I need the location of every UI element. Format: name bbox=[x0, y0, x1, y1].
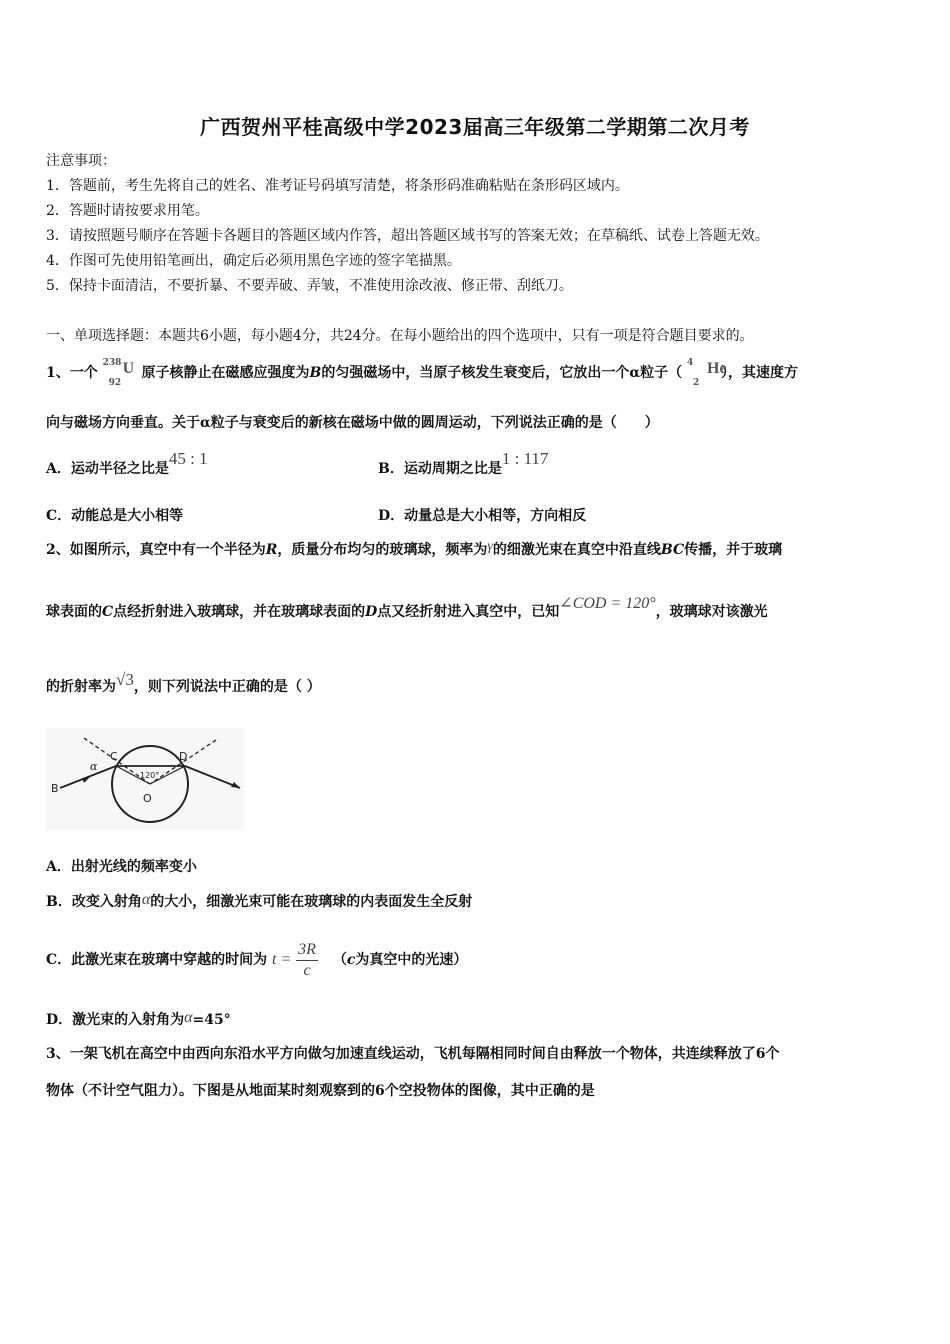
q1-var-b: B bbox=[309, 365, 322, 381]
helium-nuclide bbox=[687, 358, 727, 388]
q1-option-a-text: A．运动半径之比是 bbox=[46, 461, 169, 477]
q2-var-r: R bbox=[265, 542, 278, 558]
fig-label-alpha: α bbox=[90, 760, 98, 773]
q2-option-c-text-1: C．此激光束在玻璃中穿越的时间为 bbox=[46, 952, 268, 968]
u-symbol: U bbox=[122, 360, 135, 377]
q2-option-b-text-1: B．改变入射角 bbox=[46, 894, 142, 910]
q2-text-b1: 球表面的 bbox=[46, 604, 102, 620]
he-mass-number: 4 bbox=[687, 358, 694, 368]
notice-item-5: 5．保持卡面清洁，不要折暴、不要弄破、弄皱，不准使用涂改液、修正带、刮纸刀。 bbox=[46, 278, 573, 294]
q2-option-c-denominator: c bbox=[303, 961, 311, 979]
q2-var-c: C bbox=[102, 604, 114, 620]
u-mass-number: 238 bbox=[102, 358, 122, 368]
q1-option-c: C．动能总是大小相等 bbox=[46, 508, 184, 524]
q1-text-2: 原子核静止在磁感应强度为 bbox=[141, 365, 310, 381]
q2-var-d: D bbox=[365, 604, 378, 620]
q1-text-1: 1、一个 bbox=[46, 365, 98, 381]
he-charge-number: 2 bbox=[693, 378, 700, 388]
q1-line-1 bbox=[46, 358, 798, 388]
fig-label-d: D bbox=[179, 750, 188, 763]
notice-item-1: 1．答题前，考生先将自己的姓名、准考证号码填写清楚，将条形码准确粘贴在条形码区域内。 bbox=[46, 178, 629, 194]
q1-option-b-text: B．运动周期之比是 bbox=[378, 461, 502, 477]
u-charge-number: 92 bbox=[108, 378, 122, 388]
q1-line-2: 向与磁场方向垂直。关于α粒子与衰变后的新核在磁场中做的圆周运动，下列说法正确的是（ ） bbox=[46, 415, 659, 431]
he-symbol: He bbox=[707, 360, 727, 377]
q1-text-5: ），其速度方 bbox=[721, 365, 798, 381]
q2-text-a2: ，质量分布均匀的玻璃球，频率为 bbox=[277, 542, 488, 558]
q1-option-a bbox=[46, 449, 208, 479]
q2-text-a4: 传播，并于玻璃 bbox=[684, 542, 783, 558]
fig-label-b: B bbox=[51, 782, 59, 795]
q2-text-a1: 2、如图所示，真空中有一个半径为 bbox=[46, 542, 266, 558]
glass-sphere-diagram bbox=[46, 728, 244, 830]
notice-item-3: 3．请按照题号顺序在答题卡各题目的答题区域内作答，超出答题区域书写的答案无效；在草稿纸、试卷上答题无效。 bbox=[46, 228, 769, 244]
notice-item-4: 4．作图可先使用铅笔画出，确定后必须用黑色字迹的签字笔描黑。 bbox=[46, 253, 461, 269]
q2-line-2 bbox=[46, 595, 768, 622]
q2-option-c-var-c: c bbox=[346, 952, 356, 968]
q2-line-1 bbox=[46, 540, 782, 561]
q1-option-d: D．动量总是大小相等，方向相反 bbox=[378, 508, 587, 524]
q2-option-c-t: t = bbox=[272, 951, 292, 968]
q1-text-3: 的匀强磁场中，当原子核发生衰变后，它放出一个 bbox=[321, 365, 630, 381]
q1-option-b-math: 1 : 117 bbox=[501, 449, 549, 468]
q2-option-d-alpha: α bbox=[184, 1009, 193, 1026]
uranium-nuclide bbox=[102, 358, 137, 388]
q3-line-1: 3、一架飞机在高空中由西向东沿水平方向做匀加速直线运动，飞机每隔相同时间自由释放一个物体，共连续释放了6个 bbox=[46, 1046, 780, 1062]
q1-text-4: 粒子（ bbox=[640, 365, 683, 381]
q2-text-a3: 的细激光束在真空中沿直线 bbox=[492, 542, 661, 558]
q2-option-b bbox=[46, 892, 472, 912]
q2-angle-cod: ∠COD = 120° bbox=[559, 595, 656, 612]
section-heading: 一、单项选择题：本题共6小题，每小题4分，共24分。在每小题给出的四个选项中，只有一项是符合题目要求的。 bbox=[46, 328, 754, 344]
q2-line-3 bbox=[46, 670, 321, 697]
page-title: 广西贺州平桂高级中学2023届高三年级第二学期第二次月考 bbox=[200, 115, 750, 139]
q2-option-b-text-2: 的大小，细激光束可能在玻璃球的内表面发生全反射 bbox=[150, 894, 473, 910]
q2-text-b4: ，玻璃球对该激光 bbox=[655, 604, 768, 620]
q3-line-2: 物体（不计空气阻力）。下图是从地面某时刻观察到的6个空投物体的图像，其中正确的是 bbox=[46, 1083, 595, 1099]
q2-text-b2: 点经折射进入玻璃球，并在玻璃球表面的 bbox=[113, 604, 366, 620]
q2-option-d-text-1: D．激光束的入射角为 bbox=[46, 1012, 185, 1028]
fig-label-c: C bbox=[110, 750, 118, 763]
q2-option-c-fraction bbox=[296, 940, 318, 981]
q2-option-b-alpha: α bbox=[141, 891, 151, 908]
fig-label-o: O bbox=[143, 792, 152, 805]
q2-option-d bbox=[46, 1010, 231, 1030]
q1-option-b bbox=[378, 449, 549, 479]
q1-alpha: α bbox=[629, 365, 641, 381]
q1-option-a-math: 45 : 1 bbox=[168, 449, 208, 468]
q2-text-c1: 的折射率为 bbox=[46, 679, 116, 695]
q2-frequency-symbol: γ bbox=[487, 539, 493, 554]
notice-item-2: 2．答题时请按要求用笔。 bbox=[46, 203, 209, 219]
q2-option-c-numerator: 3R bbox=[296, 940, 318, 961]
q2-refractive-index: √3 bbox=[116, 670, 134, 689]
notice-heading: 注意事项： bbox=[46, 153, 116, 169]
q2-option-c-text-2: （ bbox=[332, 952, 347, 968]
q2-option-c-text-3: 为真空中的光速） bbox=[355, 952, 468, 968]
q2-var-bc: BC bbox=[660, 542, 685, 558]
q2-option-c bbox=[46, 938, 467, 982]
q2-text-b3: 点又经折射进入真空中，已知 bbox=[377, 604, 560, 620]
fig-label-angle: 120° bbox=[140, 771, 160, 780]
q2-option-a: A．出射光线的频率变小 bbox=[46, 859, 197, 875]
q2-option-d-text-2: =45° bbox=[192, 1012, 231, 1028]
q2-text-c2: ，则下列说法中正确的是（ ） bbox=[133, 679, 321, 695]
